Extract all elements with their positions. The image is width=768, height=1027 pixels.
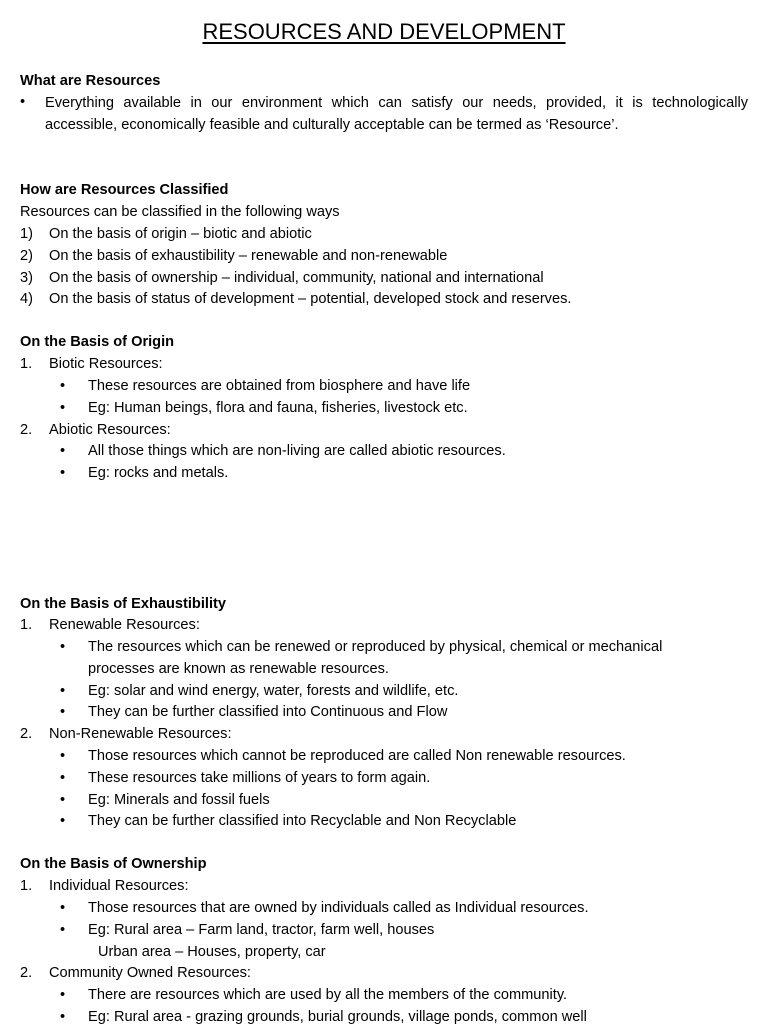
bullet-marker: • — [60, 770, 66, 786]
list-number: 1. — [20, 878, 33, 894]
list-item: Eg: rocks and metals. — [88, 465, 229, 481]
list-number: 1. — [20, 356, 33, 372]
list-number: 3) — [20, 270, 33, 286]
list-number: 1) — [20, 226, 33, 242]
list-number: 4) — [20, 291, 33, 307]
bullet-marker: • — [60, 443, 66, 459]
bullet-marker: • — [60, 378, 66, 394]
bullet-marker: • — [60, 792, 66, 808]
list-item: On the basis of ownership – individual, community, national and international — [49, 270, 544, 286]
list-item: Eg: Rural area – Farm land, tractor, farm well, houses — [88, 922, 435, 938]
bullet-marker: • — [60, 400, 66, 416]
renewable-label: Renewable Resources: — [49, 617, 200, 633]
list-item: The resources which can be renewed or reproduced by physical, chemical or mechanical — [88, 639, 663, 655]
list-number: 2. — [20, 726, 33, 742]
heading-basis-origin: On the Basis of Origin — [20, 334, 175, 350]
list-number: 2. — [20, 965, 33, 981]
list-item: They can be further classified into Recyclable and Non Recyclable — [88, 813, 517, 829]
bullet-marker: • — [60, 704, 66, 720]
bullet-marker: • — [20, 94, 26, 110]
heading-basis-exhaustibility: On the Basis of Exhaustibility — [20, 596, 226, 612]
list-item: All those things which are non-living are called abiotic resources. — [88, 443, 506, 459]
biotic-label: Biotic Resources: — [49, 356, 163, 372]
list-item: On the basis of exhaustibility – renewable and non-renewable — [49, 248, 448, 264]
bullet-marker: • — [60, 465, 66, 481]
bullet-marker: • — [60, 813, 66, 829]
bullet-marker: • — [60, 639, 66, 655]
individual-label: Individual Resources: — [49, 878, 189, 894]
bullet-marker: • — [60, 1009, 66, 1025]
list-item: Eg: Minerals and fossil fuels — [88, 792, 270, 808]
classified-intro: Resources can be classified in the following ways — [20, 204, 340, 220]
list-item-continuation: processes are known as renewable resources. — [88, 661, 389, 677]
list-item: On the basis of status of development – potential, developed stock and reserves. — [49, 291, 572, 307]
nonrenewable-label: Non-Renewable Resources: — [49, 726, 232, 742]
list-item: These resources are obtained from biosphere and have life — [88, 378, 471, 394]
heading-how-classified: How are Resources Classified — [20, 182, 229, 198]
abiotic-label: Abiotic Resources: — [49, 422, 171, 438]
list-number: 1. — [20, 617, 33, 633]
list-item: These resources take millions of years to form again. — [88, 770, 431, 786]
heading-what-are-resources: What are Resources — [20, 73, 161, 89]
list-item: Eg: solar and wind energy, water, forests and wildlife, etc. — [88, 683, 459, 699]
bullet-marker: • — [60, 987, 66, 1003]
list-item: Those resources that are owned by individuals called as Individual resources. — [88, 900, 589, 916]
list-item-continuation: Urban area – Houses, property, car — [98, 944, 326, 960]
bullet-marker: • — [60, 683, 66, 699]
list-item: Eg: Human beings, flora and fauna, fisheries, livestock etc. — [88, 400, 468, 416]
list-item: Eg: Rural area - grazing grounds, burial grounds, village ponds, common well — [88, 1009, 587, 1025]
bullet-marker: • — [60, 900, 66, 916]
list-item: They can be further classified into Continuous and Flow — [88, 704, 448, 720]
community-label: Community Owned Resources: — [49, 965, 251, 981]
bullet-marker: • — [60, 922, 66, 938]
page-title: RESOURCES AND DEVELOPMENT — [202, 19, 566, 44]
heading-basis-ownership: On the Basis of Ownership — [20, 856, 207, 872]
list-item: Those resources which cannot be reproduced are called Non renewable resources. — [88, 748, 626, 764]
list-item: On the basis of origin – biotic and abiotic — [49, 226, 312, 242]
list-item: There are resources which are used by all the members of the community. — [88, 987, 568, 1003]
resource-definition: Everything available in our environment which can satisfy our needs, provided, it is technologically accessible, economically feasible and culturally acceptable can be termed as ‘Resource’. — [45, 95, 748, 133]
list-number: 2. — [20, 422, 33, 438]
list-number: 2) — [20, 248, 33, 264]
bullet-marker: • — [60, 748, 66, 764]
